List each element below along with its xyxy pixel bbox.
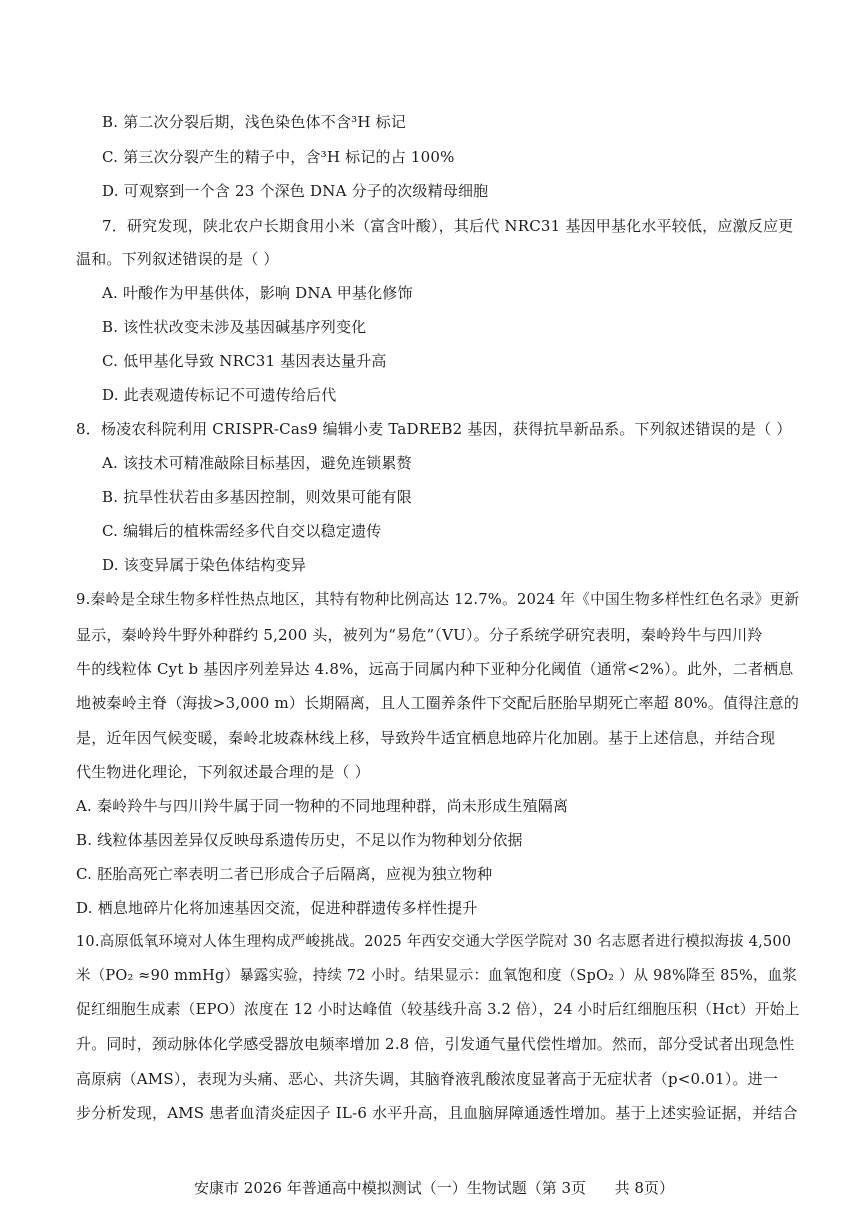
q9-line1: 9.秦岭是全球生物多样性热点地区，其特有物种比例高达 12.7%。2024 年《中国生物多样性红色名录》更新 (76, 591, 800, 608)
q10-line3: 促红细胞生成素（EPO）浓度在 12 小时达峰值（较基线升高 3.2 倍），24 小时后红细胞压积（Hct）开始上 (76, 1001, 800, 1018)
q10-line6: 步分析发现，AMS 患者血清炎症因子 IL-6 水平升高，且血脑屏障通透性增加。基于上述实验证据，并结合 (76, 1104, 798, 1122)
q10-line2: 米（PO₂ ≈90 mmHg）暴露实验，持续 72 小时。结果显示：血氧饱和度（SpO₂ ）从 98%降至 85%，血浆 (76, 968, 798, 984)
q6-option-d: D. 可观察到一个含 23 个深色 DNA 分子的次级精母细胞 (102, 182, 489, 200)
q8-option-a: A. 该技术可精准敲除目标基因，避免连锁累赘 (102, 454, 412, 472)
page-footer (0, 1178, 868, 1198)
q9-line2: 显示，秦岭羚牛野外种群约 5,200 头，被列为“易危”（VU）。分子系统学研究表明，秦岭羚牛与四川羚 (76, 626, 763, 644)
footer-text: 安康市 2026 年普通高中模拟测试（一）生物试题（第 3页 共 8页） (194, 1179, 674, 1197)
q10-line4: 升。同时，颈动脉体化学感受器放电频率增加 2.8 倍，引发通气量代偿性增加。然而，部分受试者出现急性 (76, 1035, 795, 1053)
q9-line6: 代生物进化理论，下列叙述最合理的是（ ） (76, 763, 370, 781)
q9-option-c: C. 胚胎高死亡率表明二者已形成合子后隔离，应视为独立物种 (76, 865, 493, 883)
q8-option-b: B. 抗旱性状若由多基因控制，则效果可能有限 (102, 488, 412, 506)
q7-option-c: C. 低甲基化导致 NRC31 基因表达量升高 (102, 352, 387, 370)
q9-line4: 地被秦岭主脊（海拔>3,000 m）长期隔离，且人工圈养条件下交配后胚胎早期死亡率超 80%。值得注意的 (76, 694, 800, 712)
q6-option-c: C. 第三次分裂产生的精子中，含³H 标记的占 100% (102, 148, 455, 166)
q10-line1: 10.高原低氧环境对人体生理构成严峻挑战。2025 年西安交通大学医学院对 30 名志愿者进行模拟海拔 4,500 (76, 934, 792, 950)
q9-option-d: D. 栖息地碎片化将加速基因交流，促进种群遗传多样性提升 (76, 899, 478, 917)
q9-option-a: A. 秦岭羚牛与四川羚牛属于同一物种的不同地理种群，尚未形成生殖隔离 (76, 797, 569, 815)
q7-stem-line1: 7．研究发现，陕北农户长期食用小米（富含叶酸），其后代 NRC31 基因甲基化水平较低，应激反应更 (102, 217, 794, 235)
q9-option-b: B. 线粒体基因差异仅反映母系遗传历史，不足以作为物种划分依据 (76, 831, 523, 849)
q7-option-a: A. 叶酸作为甲基供体，影响 DNA 甲基化修饰 (102, 284, 413, 302)
q9-line3: 牛的线粒体 Cyt b 基因序列差异达 4.8%，远高于同属内种下亚种分化阈值（通常<2%）。此外，二者栖息 (76, 660, 794, 678)
q7-option-d: D. 此表观遗传标记不可遗传给后代 (102, 386, 337, 404)
q10-line5: 高原病（AMS），表现为头痛、恶心、共济失调，其脑脊液乳酸浓度显著高于无症状者（p<0.01）。进一 (76, 1070, 779, 1088)
q8-stem: 8．杨凌农科院利用 CRISPR-Cas9 编辑小麦 TaDREB2 基因，获得抗旱新品系。下列叙述错误的是（ ） (76, 420, 792, 438)
q7-option-b: B. 该性状改变未涉及基因碱基序列变化 (102, 318, 367, 336)
q8-option-d: D. 该变异属于染色体结构变异 (102, 556, 307, 574)
q6-option-b: B. 第二次分裂后期，浅色染色体不含³H 标记 (102, 113, 407, 131)
q9-line5: 是，近年因气候变暖，秦岭北坡森林线上移，导致羚牛适宜栖息地碎片化加剧。基于上述信息，并结合现 (76, 729, 776, 747)
q7-stem-line2: 温和。下列叙述错误的是（ ） (76, 250, 279, 268)
q8-option-c: C. 编辑后的植株需经多代自交以稳定遗传 (102, 522, 382, 540)
